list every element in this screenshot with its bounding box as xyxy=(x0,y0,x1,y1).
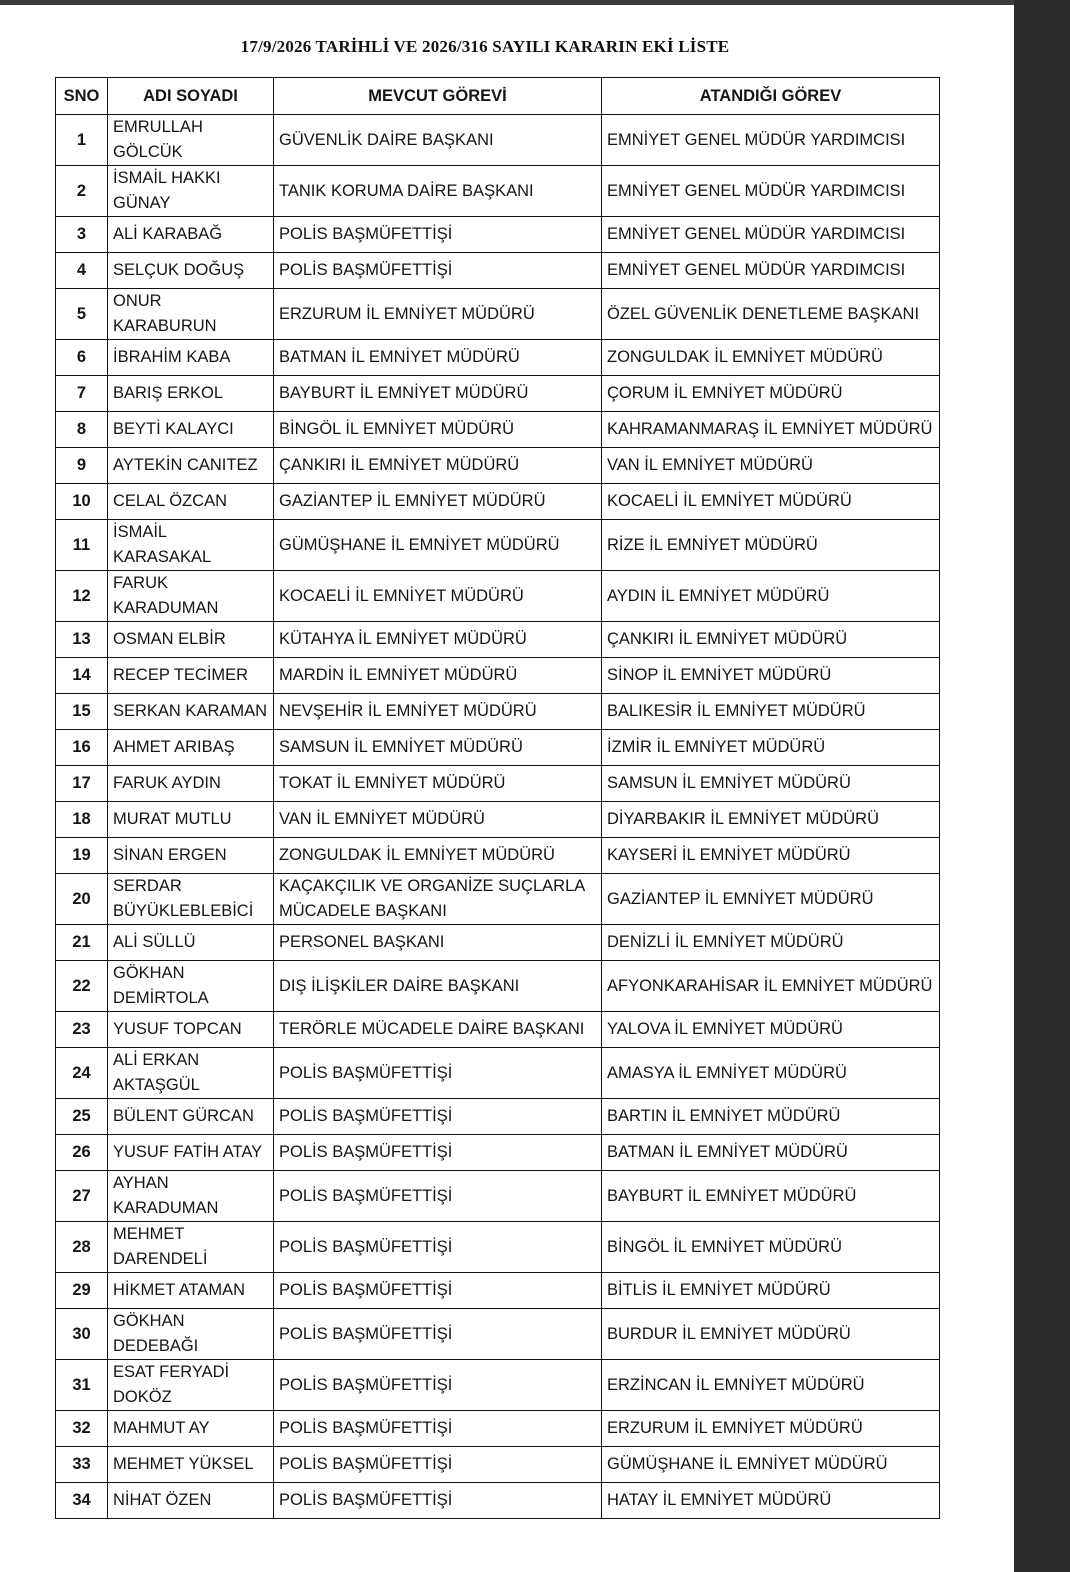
table-row xyxy=(56,622,940,658)
row-assigned-duty: RİZE İL EMNİYET MÜDÜRÜ xyxy=(602,520,940,571)
row-name: İSMAİL HAKKI GÜNAY xyxy=(108,166,274,217)
row-sno: 24 xyxy=(56,1048,108,1099)
row-assigned-duty: EMNİYET GENEL MÜDÜR YARDIMCISI xyxy=(602,253,940,289)
row-assigned-duty: ERZİNCAN İL EMNİYET MÜDÜRÜ xyxy=(602,1360,940,1411)
row-name: AYHAN KARADUMAN xyxy=(108,1171,274,1222)
row-current-duty: ZONGULDAK İL EMNİYET MÜDÜRÜ xyxy=(274,838,602,874)
row-assigned-duty: ÇANKIRI İL EMNİYET MÜDÜRÜ xyxy=(602,622,940,658)
row-name: ALİ KARABAĞ xyxy=(108,217,274,253)
row-name: BEYTİ KALAYCI xyxy=(108,412,274,448)
table-row xyxy=(56,253,940,289)
row-assigned-duty: KAHRAMANMARAŞ İL EMNİYET MÜDÜRÜ xyxy=(602,412,940,448)
row-sno: 32 xyxy=(56,1411,108,1447)
row-sno: 10 xyxy=(56,484,108,520)
row-assigned-duty: BATMAN İL EMNİYET MÜDÜRÜ xyxy=(602,1135,940,1171)
row-current-duty: GÜVENLİK DAİRE BAŞKANI xyxy=(274,115,602,166)
table-row xyxy=(56,1360,940,1411)
row-current-duty: MARDİN İL EMNİYET MÜDÜRÜ xyxy=(274,658,602,694)
row-current-duty: POLİS BAŞMÜFETTİŞİ xyxy=(274,1447,602,1483)
table-row xyxy=(56,217,940,253)
row-current-duty: POLİS BAŞMÜFETTİŞİ xyxy=(274,1135,602,1171)
row-sno: 29 xyxy=(56,1273,108,1309)
row-assigned-duty: ÖZEL GÜVENLİK DENETLEME BAŞKANI xyxy=(602,289,940,340)
row-sno: 7 xyxy=(56,376,108,412)
row-current-duty: KÜTAHYA İL EMNİYET MÜDÜRÜ xyxy=(274,622,602,658)
appointment-table-wrap xyxy=(55,77,939,1519)
row-assigned-duty: SAMSUN İL EMNİYET MÜDÜRÜ xyxy=(602,766,940,802)
row-assigned-duty: BURDUR İL EMNİYET MÜDÜRÜ xyxy=(602,1309,940,1360)
row-sno: 20 xyxy=(56,874,108,925)
row-assigned-duty: BİNGÖL İL EMNİYET MÜDÜRÜ xyxy=(602,1222,940,1273)
row-name: SELÇUK DOĞUŞ xyxy=(108,253,274,289)
row-name: YUSUF TOPCAN xyxy=(108,1012,274,1048)
table-row xyxy=(56,1447,940,1483)
row-assigned-duty: EMNİYET GENEL MÜDÜR YARDIMCISI xyxy=(602,166,940,217)
row-current-duty: PERSONEL BAŞKANI xyxy=(274,925,602,961)
row-name: YUSUF FATİH ATAY xyxy=(108,1135,274,1171)
row-sno: 33 xyxy=(56,1447,108,1483)
row-current-duty: POLİS BAŞMÜFETTİŞİ xyxy=(274,1171,602,1222)
row-current-duty: POLİS BAŞMÜFETTİŞİ xyxy=(274,1222,602,1273)
row-assigned-duty: AMASYA İL EMNİYET MÜDÜRÜ xyxy=(602,1048,940,1099)
row-name: CELAL ÖZCAN xyxy=(108,484,274,520)
row-current-duty: POLİS BAŞMÜFETTİŞİ xyxy=(274,1273,602,1309)
row-name: ALİ SÜLLÜ xyxy=(108,925,274,961)
row-name: SİNAN ERGEN xyxy=(108,838,274,874)
table-row xyxy=(56,961,940,1012)
row-sno: 22 xyxy=(56,961,108,1012)
row-current-duty: ÇANKIRI İL EMNİYET MÜDÜRÜ xyxy=(274,448,602,484)
row-current-duty: TERÖRLE MÜCADELE DAİRE BAŞKANI xyxy=(274,1012,602,1048)
table-row xyxy=(56,874,940,925)
row-sno: 19 xyxy=(56,838,108,874)
table-body xyxy=(56,115,940,1519)
row-current-duty: GAZİANTEP İL EMNİYET MÜDÜRÜ xyxy=(274,484,602,520)
row-assigned-duty: EMNİYET GENEL MÜDÜR YARDIMCISI xyxy=(602,115,940,166)
table-row xyxy=(56,838,940,874)
row-sno: 12 xyxy=(56,571,108,622)
row-assigned-duty: AFYONKARAHİSAR İL EMNİYET MÜDÜRÜ xyxy=(602,961,940,1012)
table-row xyxy=(56,658,940,694)
row-sno: 14 xyxy=(56,658,108,694)
table-row xyxy=(56,412,940,448)
row-current-duty: POLİS BAŞMÜFETTİŞİ xyxy=(274,1048,602,1099)
row-sno: 11 xyxy=(56,520,108,571)
row-current-duty: ERZURUM İL EMNİYET MÜDÜRÜ xyxy=(274,289,602,340)
row-sno: 4 xyxy=(56,253,108,289)
row-name: ESAT FERYADİ DOKÖZ xyxy=(108,1360,274,1411)
row-name: NİHAT ÖZEN xyxy=(108,1483,274,1519)
row-current-duty: BAYBURT İL EMNİYET MÜDÜRÜ xyxy=(274,376,602,412)
header-assigned-duty: ATANDIĞI GÖREV xyxy=(602,78,940,115)
table-row xyxy=(56,571,940,622)
row-name: OSMAN ELBİR xyxy=(108,622,274,658)
document-title: 17/9/2026 TARİHLİ VE 2026/316 SAYILI KARARIN EKİ LİSTE xyxy=(240,37,730,56)
row-sno: 23 xyxy=(56,1012,108,1048)
row-sno: 21 xyxy=(56,925,108,961)
row-name: ONUR KARABURUN xyxy=(108,289,274,340)
row-current-duty: KAÇAKÇILIK VE ORGANİZE SUÇLARLA MÜCADELE BAŞKANI xyxy=(274,874,602,925)
table-row xyxy=(56,1099,940,1135)
table-row xyxy=(56,730,940,766)
row-assigned-duty: İZMİR İL EMNİYET MÜDÜRÜ xyxy=(602,730,940,766)
table-row xyxy=(56,1171,940,1222)
table-row xyxy=(56,166,940,217)
row-sno: 1 xyxy=(56,115,108,166)
table-row xyxy=(56,1411,940,1447)
row-name: SERKAN KARAMAN xyxy=(108,694,274,730)
row-sno: 3 xyxy=(56,217,108,253)
row-sno: 6 xyxy=(56,340,108,376)
row-sno: 18 xyxy=(56,802,108,838)
row-current-duty: GÜMÜŞHANE İL EMNİYET MÜDÜRÜ xyxy=(274,520,602,571)
row-current-duty: NEVŞEHİR İL EMNİYET MÜDÜRÜ xyxy=(274,694,602,730)
row-sno: 2 xyxy=(56,166,108,217)
header-current-duty: MEVCUT GÖREVİ xyxy=(274,78,602,115)
row-assigned-duty: DİYARBAKIR İL EMNİYET MÜDÜRÜ xyxy=(602,802,940,838)
table-row xyxy=(56,1273,940,1309)
row-assigned-duty: EMNİYET GENEL MÜDÜR YARDIMCISI xyxy=(602,217,940,253)
row-name: RECEP TECİMER xyxy=(108,658,274,694)
row-assigned-duty: ZONGULDAK İL EMNİYET MÜDÜRÜ xyxy=(602,340,940,376)
row-sno: 28 xyxy=(56,1222,108,1273)
row-current-duty: DIŞ İLİŞKİLER DAİRE BAŞKANI xyxy=(274,961,602,1012)
row-sno: 25 xyxy=(56,1099,108,1135)
row-sno: 27 xyxy=(56,1171,108,1222)
row-current-duty: POLİS BAŞMÜFETTİŞİ xyxy=(274,253,602,289)
row-name: SERDAR BÜYÜKLEBLEBİCİ xyxy=(108,874,274,925)
row-assigned-duty: HATAY İL EMNİYET MÜDÜRÜ xyxy=(602,1483,940,1519)
row-current-duty: POLİS BAŞMÜFETTİŞİ xyxy=(274,1309,602,1360)
row-name: BARIŞ ERKOL xyxy=(108,376,274,412)
row-name: İBRAHİM KABA xyxy=(108,340,274,376)
row-name: AHMET ARIBAŞ xyxy=(108,730,274,766)
row-assigned-duty: BALIKESİR İL EMNİYET MÜDÜRÜ xyxy=(602,694,940,730)
row-current-duty: BİNGÖL İL EMNİYET MÜDÜRÜ xyxy=(274,412,602,448)
row-current-duty: TOKAT İL EMNİYET MÜDÜRÜ xyxy=(274,766,602,802)
table-row xyxy=(56,340,940,376)
row-assigned-duty: SİNOP İL EMNİYET MÜDÜRÜ xyxy=(602,658,940,694)
row-sno: 17 xyxy=(56,766,108,802)
scan-edge xyxy=(0,0,1014,5)
row-assigned-duty: ÇORUM İL EMNİYET MÜDÜRÜ xyxy=(602,376,940,412)
row-name: FARUK AYDIN xyxy=(108,766,274,802)
row-assigned-duty: VAN İL EMNİYET MÜDÜRÜ xyxy=(602,448,940,484)
row-name: MURAT MUTLU xyxy=(108,802,274,838)
row-name: İSMAİL KARASAKAL xyxy=(108,520,274,571)
row-name: HİKMET ATAMAN xyxy=(108,1273,274,1309)
row-sno: 13 xyxy=(56,622,108,658)
row-current-duty: POLİS BAŞMÜFETTİŞİ xyxy=(274,1483,602,1519)
appointment-table xyxy=(55,77,940,1519)
row-assigned-duty: AYDIN İL EMNİYET MÜDÜRÜ xyxy=(602,571,940,622)
row-sno: 31 xyxy=(56,1360,108,1411)
row-assigned-duty: KAYSERİ İL EMNİYET MÜDÜRÜ xyxy=(602,838,940,874)
row-current-duty: VAN İL EMNİYET MÜDÜRÜ xyxy=(274,802,602,838)
row-assigned-duty: KOCAELİ İL EMNİYET MÜDÜRÜ xyxy=(602,484,940,520)
table-row xyxy=(56,802,940,838)
row-assigned-duty: YALOVA İL EMNİYET MÜDÜRÜ xyxy=(602,1012,940,1048)
row-name: MAHMUT AY xyxy=(108,1411,274,1447)
row-current-duty: POLİS BAŞMÜFETTİŞİ xyxy=(274,1411,602,1447)
row-assigned-duty: BAYBURT İL EMNİYET MÜDÜRÜ xyxy=(602,1171,940,1222)
row-current-duty: KOCAELİ İL EMNİYET MÜDÜRÜ xyxy=(274,571,602,622)
row-sno: 5 xyxy=(56,289,108,340)
row-name: AYTEKİN CANITEZ xyxy=(108,448,274,484)
row-current-duty: POLİS BAŞMÜFETTİŞİ xyxy=(274,1360,602,1411)
table-row xyxy=(56,766,940,802)
table-row xyxy=(56,484,940,520)
row-current-duty: BATMAN İL EMNİYET MÜDÜRÜ xyxy=(274,340,602,376)
row-sno: 15 xyxy=(56,694,108,730)
row-assigned-duty: BARTIN İL EMNİYET MÜDÜRÜ xyxy=(602,1099,940,1135)
row-assigned-duty: BİTLİS İL EMNİYET MÜDÜRÜ xyxy=(602,1273,940,1309)
table-row xyxy=(56,694,940,730)
row-assigned-duty: ERZURUM İL EMNİYET MÜDÜRÜ xyxy=(602,1411,940,1447)
row-name: MEHMET YÜKSEL xyxy=(108,1447,274,1483)
header-sno: SNO xyxy=(56,78,108,115)
row-assigned-duty: DENİZLİ İL EMNİYET MÜDÜRÜ xyxy=(602,925,940,961)
row-current-duty: POLİS BAŞMÜFETTİŞİ xyxy=(274,1099,602,1135)
table-row xyxy=(56,520,940,571)
table-row xyxy=(56,376,940,412)
row-assigned-duty: GÜMÜŞHANE İL EMNİYET MÜDÜRÜ xyxy=(602,1447,940,1483)
row-name: GÖKHAN DEDEBAĞI xyxy=(108,1309,274,1360)
row-name: ALİ ERKAN AKTAŞGÜL xyxy=(108,1048,274,1099)
row-sno: 9 xyxy=(56,448,108,484)
row-sno: 34 xyxy=(56,1483,108,1519)
row-name: GÖKHAN DEMİRTOLA xyxy=(108,961,274,1012)
row-name: BÜLENT GÜRCAN xyxy=(108,1099,274,1135)
table-row xyxy=(56,1048,940,1099)
row-current-duty: TANIK KORUMA DAİRE BAŞKANI xyxy=(274,166,602,217)
row-sno: 16 xyxy=(56,730,108,766)
table-row xyxy=(56,115,940,166)
table-row xyxy=(56,1222,940,1273)
table-row xyxy=(56,1483,940,1519)
table-row xyxy=(56,289,940,340)
row-sno: 30 xyxy=(56,1309,108,1360)
row-name: FARUK KARADUMAN xyxy=(108,571,274,622)
row-name: EMRULLAH GÖLCÜK xyxy=(108,115,274,166)
header-name: ADI SOYADI xyxy=(108,78,274,115)
table-header-row xyxy=(56,78,940,115)
table-row xyxy=(56,448,940,484)
table-row xyxy=(56,1012,940,1048)
table-row xyxy=(56,1135,940,1171)
table-row xyxy=(56,925,940,961)
row-name: MEHMET DARENDELİ xyxy=(108,1222,274,1273)
table-row xyxy=(56,1309,940,1360)
row-current-duty: SAMSUN İL EMNİYET MÜDÜRÜ xyxy=(274,730,602,766)
row-sno: 8 xyxy=(56,412,108,448)
row-assigned-duty: GAZİANTEP İL EMNİYET MÜDÜRÜ xyxy=(602,874,940,925)
row-current-duty: POLİS BAŞMÜFETTİŞİ xyxy=(274,217,602,253)
row-sno: 26 xyxy=(56,1135,108,1171)
